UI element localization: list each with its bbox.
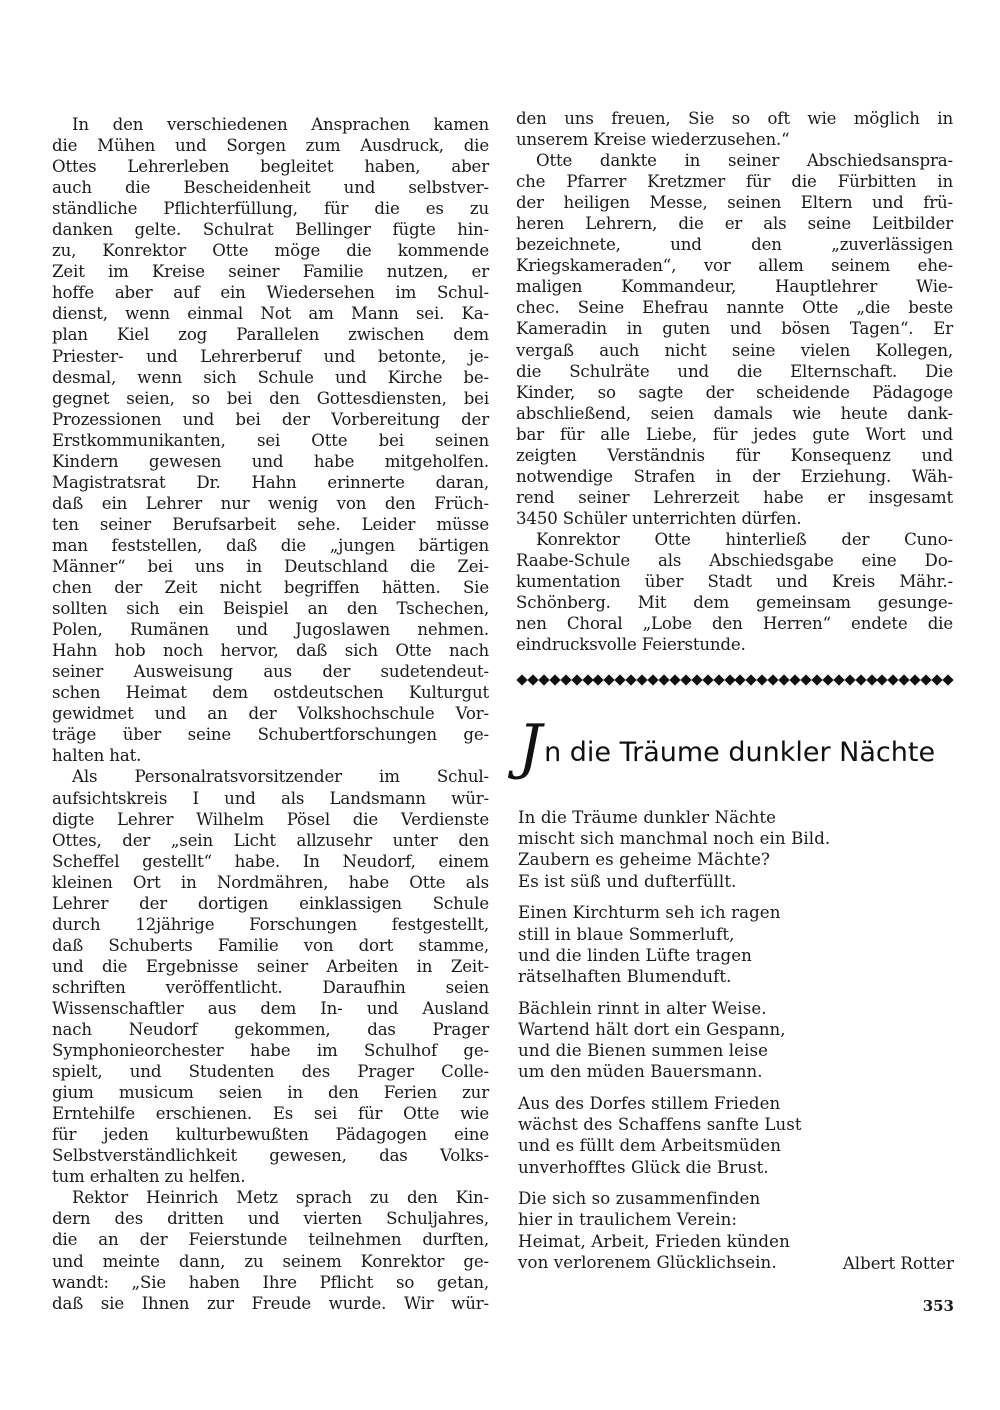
article-left-column [52, 114, 489, 1314]
text-line: Kriegskameraden“, vor allem seinem ehe- [516, 256, 953, 276]
text-line: seiner Ausweisung aus der sudetendeut- [52, 662, 489, 682]
diamond-icon [800, 674, 811, 685]
text-line: unserem Kreise wiederzusehen.“ [516, 130, 790, 150]
diamond-icon [647, 674, 658, 685]
poem-title-initial: J [518, 712, 543, 782]
text-line: Raabe-Schule als Abschiedsgabe eine Do- [516, 550, 953, 570]
text-line: nen Choral „Lobe den Herren“ endete die [516, 614, 953, 634]
poem-line: hier in traulichem Verein: [518, 1210, 738, 1230]
text-line: dienst, wenn einmal Not am Mann sei. Ka- [52, 304, 489, 324]
text-line: Rektor Heinrich Metz sprach zu den Kin- [72, 1188, 489, 1208]
poem-line: von verlorenem Glücklichsein. [518, 1252, 777, 1272]
text-line: daß Schuberts Familie von dort stamme, [52, 935, 489, 955]
text-line: desmal, wenn sich Schule und Kirche be- [52, 367, 489, 387]
diamond-icon [636, 674, 647, 685]
text-line: heren Lehrern, die er als seine Leitbilder [516, 214, 953, 234]
text-line: che Pfarrer Kretzmer für die Fürbitten in [516, 172, 953, 192]
poem-line: Einen Kirchturm seh ich ragen [518, 903, 781, 923]
diamond-icon [527, 674, 538, 685]
diamond-icon [669, 674, 680, 685]
text-line: zu, Konrektor Otte möge die kommende [52, 241, 489, 261]
text-line: Scheffel gestellt“ habe. In Neudorf, einem [52, 851, 489, 871]
text-line: spielt, und Studenten des Prager Colle- [52, 1062, 489, 1082]
poem-author: Albert Rotter [842, 1254, 954, 1273]
text-line: 3450 Schüler unterrichten dürfen. [516, 508, 802, 528]
text-line: Kameradin in guten und bösen Tagen“. Er [516, 319, 953, 339]
text-line: nach Neudorf gekommen, das Prager [52, 1020, 489, 1040]
text-line: Lehrer der dortigen einklassigen Schule [52, 893, 489, 913]
text-line: daß sie Ihnen zur Freude wurde. Wir wür- [52, 1293, 489, 1313]
diamond-icon [778, 674, 789, 685]
text-line: Kinder, so sagte der scheidende Pädagoge [516, 382, 953, 402]
poem-stanza [518, 998, 958, 1083]
poem-body [518, 807, 958, 1284]
diamond-icon [746, 674, 757, 685]
diamond-icon [855, 674, 866, 685]
text-line: wandt: „Sie haben Ihre Pflicht so getan, [52, 1272, 489, 1292]
article-right-column [516, 108, 953, 655]
text-line: digte Lehrer Wilhelm Pösel die Verdienste [52, 809, 489, 829]
text-line: Symphonieorchester habe im Schulhof ge- [52, 1041, 489, 1061]
diamond-icon [680, 674, 691, 685]
diamond-icon [691, 674, 702, 685]
diamond-icon [549, 674, 560, 685]
diamond-icon [516, 674, 527, 685]
poem-line: und es füllt dem Arbeitsmüden [518, 1136, 782, 1156]
text-line: rend seiner Lehrerzeit habe er insgesamt [516, 487, 953, 507]
text-line: auch die Bescheidenheit und selbstver- [52, 178, 489, 198]
diamond-icon [615, 674, 626, 685]
text-line: Otte dankte in seiner Abschiedsanspra- [536, 151, 953, 171]
text-line: träge über seine Schubertforschungen ge- [52, 725, 489, 745]
text-line: Erstkommunikanten, sei Otte bei seinen [52, 430, 489, 450]
text-line: zeigten Verständnis für Konsequenz und [516, 445, 953, 465]
text-line: danken gelte. Schulrat Bellinger fügte hin- [52, 220, 489, 240]
text-line: notwendige Strafen in der Erziehung. Wäh- [516, 466, 953, 486]
text-line: den uns freuen, Sie so oft wie möglich in [516, 109, 953, 128]
diamond-icon [658, 674, 669, 685]
poem-title [518, 712, 958, 782]
text-line: Ottes Lehrerleben begleitet haben, aber [52, 157, 489, 177]
diamond-icon [768, 674, 779, 685]
diamond-icon [942, 674, 953, 685]
text-line: schen Heimat dem ostdeutschen Kulturgut [52, 683, 489, 703]
diamond-icon [910, 674, 921, 685]
text-line: Schönberg. Mit dem gemeinsam gesunge- [516, 593, 953, 613]
text-line: ständliche Pflichterfüllung, für die es zu [52, 199, 489, 219]
text-line: tum erhalten zu helfen. [52, 1167, 246, 1187]
text-line: Kindern gewesen und habe mitgeholfen. [52, 451, 489, 471]
poem-line: Es ist süß und dufterfüllt. [518, 871, 737, 891]
poem-stanza [518, 807, 958, 892]
text-line: für jeden kulturbewußten Pädagogen eine [52, 1125, 489, 1145]
text-line: gewidmet und an der Volkshochschule Vor- [52, 704, 489, 724]
poem-line: und die Bienen summen leise [518, 1041, 769, 1061]
text-line: Erntehilfe erschienen. Es sei für Otte wie [52, 1104, 489, 1124]
poem-title-text: n die Träume dunkler Nächte [544, 737, 936, 768]
diamond-icon [560, 674, 571, 685]
poem-line: Aus des Dorfes stillem Frieden [518, 1093, 781, 1113]
text-line: dern des dritten und vierten Schuljahres, [52, 1209, 489, 1229]
diamond-icon [931, 674, 942, 685]
diamond-icon [757, 674, 768, 685]
text-line: Prozessionen und bei der Vorbereitung der [52, 409, 489, 429]
poem-line: rätselhaften Blumenduft. [518, 966, 732, 986]
text-line: ten seiner Berufsarbeit sehe. Leider müsse [52, 514, 489, 534]
poem-line: Bächlein rinnt in alter Weise. [518, 998, 767, 1018]
text-line: aufsichtskreis I und als Landsmann wür- [52, 788, 489, 808]
text-line: Ottes, der „sein Licht allzusehr unter den [52, 830, 489, 850]
page-number: 353 [922, 1297, 954, 1315]
text-line: Zeit im Kreise seiner Familie nutzen, er [52, 262, 489, 282]
poem-line: Heimat, Arbeit, Frieden künden [518, 1231, 790, 1251]
text-line: kleinen Ort in Nordmähren, habe Otte als [52, 872, 489, 892]
text-line: daß ein Lehrer nur wenig von den Früch- [52, 493, 489, 513]
text-line: die an der Feierstunde teilnehmen durften, [52, 1230, 489, 1250]
diamond-icon [811, 674, 822, 685]
text-line: schriften veröffentlicht. Daraufhin seien [52, 977, 489, 997]
text-line: chec. Seine Ehefrau nannte Otte „die beste [516, 298, 953, 318]
poem-line: Die sich so zusammenfinden [518, 1189, 761, 1209]
text-line: vergaß auch nicht seine vielen Kollegen, [516, 340, 953, 360]
text-line: die Schulräte und die Elternschaft. Die [516, 361, 953, 381]
diamond-icon [702, 674, 713, 685]
diamond-icon [888, 674, 899, 685]
text-line: Hahn hob noch hervor, daß sich Otte nach [52, 641, 489, 661]
text-line: halten hat. [52, 746, 142, 766]
text-line: plan Kiel zog Parallelen zwischen dem [52, 325, 489, 345]
text-line: gegnet seien, so bei den Gottesdiensten, bei [52, 388, 489, 408]
diamond-icon [920, 674, 931, 685]
poem-line: wächst des Schaffens sanfte Lust [518, 1115, 802, 1135]
text-line: bar für alle Liebe, für jedes gute Wort und [516, 424, 953, 444]
text-line: bezeichnete, und den „zuverlässigen [516, 235, 953, 255]
poem-line: Wartend hält dort ein Gespann, [518, 1019, 786, 1039]
diamond-icon [844, 674, 855, 685]
ornament-divider [518, 673, 952, 687]
diamond-icon [789, 674, 800, 685]
text-line: Männer“ bei uns in Deutschland die Zei- [52, 556, 489, 576]
poem-stanza [518, 1093, 958, 1178]
poem-line: mischt sich manchmal noch ein Bild. [518, 829, 831, 849]
text-line: kumentation über Stadt und Kreis Mähr.- [516, 572, 953, 592]
text-line: gium musicum seien in den Ferien zur [52, 1083, 489, 1103]
diamond-icon [899, 674, 910, 685]
poem-stanza [518, 902, 958, 987]
text-line: und meinte dann, zu seinem Konrektor ge- [52, 1251, 489, 1271]
text-line: chen der Zeit nicht begriffen hätten. Sie [52, 578, 489, 598]
text-line: Konrektor Otte hinterließ der Cuno- [536, 529, 953, 549]
text-line: Polen, Rumänen und Jugoslawen nehmen. [52, 620, 489, 640]
diamond-icon [571, 674, 582, 685]
text-line: abschließend, seien damals wie heute dank- [516, 403, 953, 423]
diamond-icon [604, 674, 615, 685]
text-line: Wissenschaftler aus dem In- und Ausland [52, 998, 489, 1018]
text-line: der heiligen Messe, seinen Eltern und frü- [516, 193, 953, 213]
diamond-icon [822, 674, 833, 685]
poem-line: um den müden Bauersmann. [518, 1062, 763, 1082]
diamond-icon [538, 674, 549, 685]
text-line: eindrucksvolle Feierstunde. [516, 635, 746, 655]
text-line: und die Ergebnisse seiner Arbeiten in Zeit- [52, 956, 489, 976]
text-line: durch 12jährige Forschungen festgestellt, [52, 914, 489, 934]
text-line: sollten sich ein Beispiel an den Tschechen, [52, 599, 489, 619]
text-line: man feststellen, daß die „jungen bärtigen [52, 535, 489, 555]
text-line: hoffe aber auf ein Wiedersehen im Schul- [52, 283, 489, 303]
poem-line: still in blaue Sommerluft, [518, 924, 735, 944]
text-line: die Mühen und Sorgen zum Ausdruck, die [52, 136, 489, 156]
poem-line: In die Träume dunkler Nächte [518, 808, 777, 827]
text-line: maligen Kommandeur, Hauptlehrer Wie- [516, 277, 953, 297]
text-line: Selbstverständlichkeit gewesen, das Volks- [52, 1146, 489, 1166]
poem-line: und die linden Lüfte tragen [518, 945, 752, 965]
diamond-icon [713, 674, 724, 685]
text-line: In den verschiedenen Ansprachen kamen [72, 115, 489, 134]
text-line: Priester- und Lehrerberuf und betonte, je- [52, 346, 489, 366]
text-line: Magistratsrat Dr. Hahn erinnerte daran, [52, 472, 489, 492]
diamond-icon [626, 674, 637, 685]
poem-line: Zaubern es geheime Mächte? [518, 850, 770, 870]
text-line: Als Personalratsvorsitzender im Schul- [72, 767, 489, 787]
diamond-icon [833, 674, 844, 685]
poem-line: unverhofftes Glück die Brust. [518, 1157, 769, 1177]
